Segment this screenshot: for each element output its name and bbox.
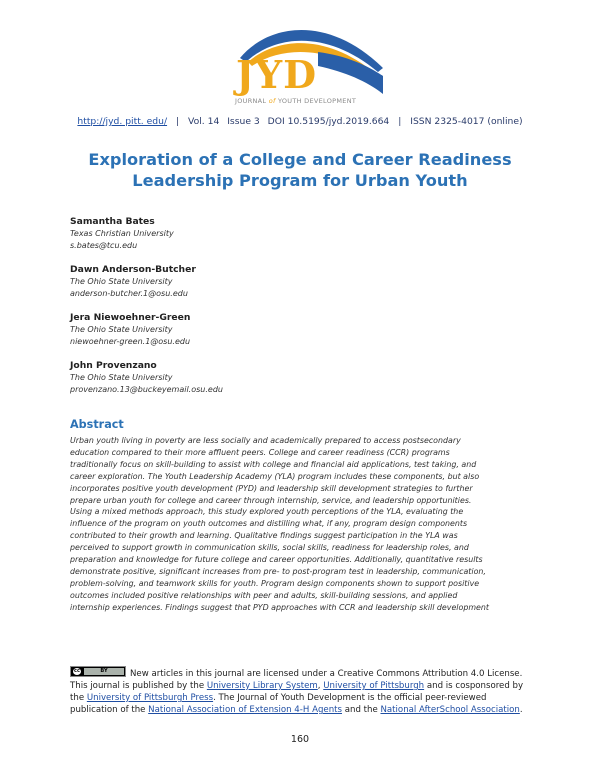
article-title: Exploration of a College and Career Readiness Leadership Program for Urban Youth xyxy=(88,150,512,190)
extension-4h-agents-link[interactable]: National Association of Extension 4-H Agents xyxy=(148,705,342,715)
abstract-line: preparation and knowledge for future college and career opportunities. Additionally, quantitative results xyxy=(70,555,483,565)
license-text: . The Journal of Youth Development is the official peer-reviewed xyxy=(213,693,487,703)
abstract-line: career exploration. The Youth Leadership Academy (YLA) program includes these components, but also xyxy=(70,471,480,481)
abstract-line: traditionally focus on skill-building to assist with college and financial aid applications, test taking, and xyxy=(70,459,477,469)
logo-subtitle xyxy=(235,97,356,105)
journal-url-link[interactable]: http://jyd. pitt. edu/ xyxy=(77,116,168,127)
journal-info-line xyxy=(0,116,600,127)
license-block xyxy=(70,666,534,716)
author-name: Dawn Anderson-Butcher xyxy=(70,264,196,275)
logo-subtitle-pre: JOURNAL xyxy=(235,97,267,105)
author-affiliation: Texas Christian University xyxy=(70,229,174,238)
author-entry xyxy=(70,263,540,300)
page-number: 160 xyxy=(290,734,310,745)
cc-circle-icon: cc xyxy=(74,668,80,674)
abstract-line: demonstrate positive, significant increases from pre- to post-program test in leadership, communication, xyxy=(70,566,486,576)
license-text: the xyxy=(70,693,85,703)
author-name: Samantha Bates xyxy=(70,216,155,227)
pitt-press-link[interactable]: University of Pittsburgh Press xyxy=(86,693,214,703)
license-line-3 xyxy=(70,692,534,704)
abstract-line: prepare urban youth for college and career through internship, service, and leadership opportunities. xyxy=(70,495,472,505)
journal-issue: Issue 3 xyxy=(227,116,260,127)
separator: | xyxy=(398,116,402,127)
author-affiliation: The Ohio State University xyxy=(70,373,173,382)
logo-subtitle-of: of xyxy=(268,97,276,105)
abstract-body xyxy=(70,435,536,614)
journal-doi: DOI 10.5195/jyd.2019.664 xyxy=(267,116,390,127)
license-text: . xyxy=(519,705,523,715)
abstract-line: contributed to their growth and learning. Qualitative findings suggest participation in the YLA was xyxy=(70,531,458,541)
abstract-line: problem-solving, and teamwork skills for youth. Program design components shown to support positive xyxy=(70,578,480,588)
author-affiliation: The Ohio State University xyxy=(70,325,173,334)
author-entry xyxy=(70,359,540,396)
abstract-line: incorporates positive youth development (PYD) and leadership skill development strategies to further xyxy=(70,483,473,493)
abstract-line: education compared to their more affluent peers. College and career readiness (CCR) programs xyxy=(70,447,450,457)
author-affiliation: The Ohio State University xyxy=(70,277,173,286)
author-entry xyxy=(70,311,540,348)
author-entry xyxy=(70,215,540,252)
journal-logo xyxy=(218,16,388,108)
license-text: and is cosponsored by xyxy=(426,681,524,691)
abstract-line: perceived to support growth in communication skills, social skills, readiness for leadership roles, and xyxy=(70,543,469,553)
logo-letters: JYD xyxy=(236,52,318,97)
license-text: publication of the xyxy=(70,705,146,715)
journal-volume: Vol. 14 xyxy=(188,116,220,127)
license-text: and the xyxy=(344,705,378,715)
abstract-line: internship experiences. Findings suggest that PYD approaches with CCR and leadership skill development xyxy=(70,602,489,612)
author-name: John Provenzano xyxy=(70,360,157,371)
author-name: Jera Niewoehner-Green xyxy=(70,312,191,323)
cc-by-label: BY xyxy=(84,668,124,675)
university-library-system-link[interactable]: University Library System xyxy=(206,681,318,691)
author-email: provenzano.13@buckeyemail.osu.edu xyxy=(70,385,223,394)
abstract-heading: Abstract xyxy=(70,418,124,431)
license-line-2 xyxy=(70,680,534,692)
license-line-1 xyxy=(70,666,534,680)
university-of-pittsburgh-link[interactable]: University of Pittsburgh xyxy=(323,681,425,691)
abstract-line: Using a mixed methods approach, this study explored youth perceptions of the YLA, evaluating the xyxy=(70,507,464,517)
abstract-line: influence of the program on youth outcomes and distilling what, if any, program design components xyxy=(70,519,468,529)
license-text: This journal is published by the xyxy=(70,681,205,691)
separator: | xyxy=(175,116,180,127)
license-text: , xyxy=(317,681,321,691)
abstract-line: Urban youth living in poverty are less socially and academically prepared to access postsecondary xyxy=(70,436,461,445)
abstract-line: outcomes included positive relationships with peer and adults, skill-building sessions, and applied xyxy=(70,590,458,600)
cc-by-license-icon[interactable] xyxy=(70,666,126,677)
license-text: New articles in this journal are licensed under a Creative Commons Attribution 4.0 License. xyxy=(130,669,523,679)
logo-subtitle-post: YOUTH DEVELOPMENT xyxy=(277,97,357,105)
author-email: anderson-butcher.1@osu.edu xyxy=(70,289,188,298)
license-line-4 xyxy=(70,704,534,716)
journal-issn: ISSN 2325-4017 (online) xyxy=(410,116,523,127)
author-email: s.bates@tcu.edu xyxy=(70,241,138,250)
author-list xyxy=(70,215,540,407)
author-email: niewoehner-green.1@osu.edu xyxy=(70,337,191,346)
afterschool-association-link[interactable]: National AfterSchool Association xyxy=(380,705,520,715)
